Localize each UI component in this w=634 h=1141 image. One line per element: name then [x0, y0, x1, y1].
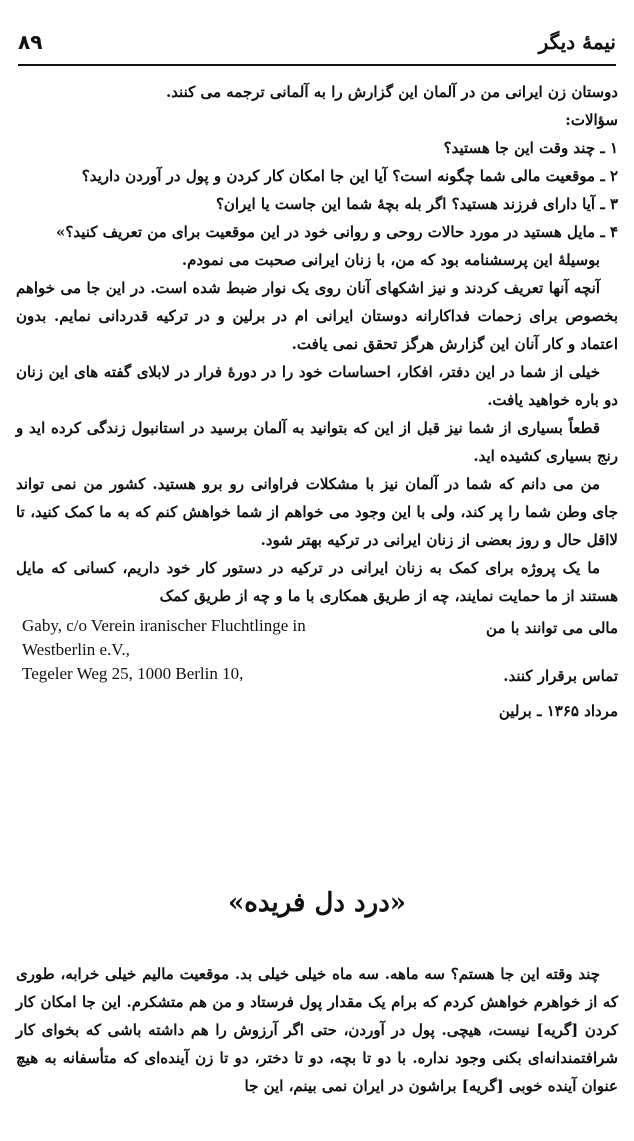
question-2: ۲ ـ موقعیت مالی شما چگونه است؟ آیا این جا امکان کار کردن و پول در آوردن دارید؟ — [81, 167, 618, 185]
paragraph-questionnaire: بوسیلهٔ این پرسشنامه بود که من، با زنان ایرانی صحبت می نمودم. — [181, 251, 600, 269]
page-header — [18, 30, 616, 64]
address-rtl-line-2: تماس برقرار کنند. — [503, 667, 618, 685]
paragraph-project: ما یک پروژه برای کمک به زنان ایرانی در ترکیه در دستور کار خود داریم، کسانی که مایل هستند از ما حمایت نمایند، چه از طریق همکاری با ما و چه از طریق کمک — [16, 559, 618, 605]
questions-heading: سؤالات: — [565, 111, 618, 129]
address-rtl-line-1: مالی می توانند با من — [486, 619, 618, 637]
paragraph-istanbul: قطعاً بسیاری از شما نیز قبل از این که بتوانید به آلمان برسید در استانبول زندگی کرده اید و رنج بسیاری کشیده اید. — [16, 419, 618, 465]
section-one-body — [16, 78, 618, 720]
address-line-3: Tegeler Weg 25, 1000 Berlin 10, — [22, 664, 244, 683]
postal-address — [22, 614, 422, 686]
question-4: ۴ ـ مایل هستید در مورد حالات روحی و روانی خود در این موقعیت برای من تعریف کنید؟» — [55, 223, 618, 241]
paragraph-thanks: آنچه آنها تعریف کردند و نیز اشکهای آنان روی یک نوار ضبط شده است. در این جا می خواهم بخصوص برای زحمات فداکارانه دوستان ایرانی ام در برلین و در ترکیه قدردانی نمایم. بدون اعتماد و کار آنان این گزارش هرگز تحقق نمی یافت. — [16, 279, 618, 353]
address-block — [16, 614, 618, 696]
paragraph-intro: دوستان زن ایرانی من در آلمان این گزارش را به آلمانی ترجمه می کنند. — [165, 83, 618, 101]
dateline: مرداد ۱۳۶۵ ـ برلین — [498, 702, 618, 720]
running-title: نیمهٔ دیگر — [538, 30, 616, 54]
question-1: ۱ ـ چند وقت این جا هستید؟ — [443, 139, 618, 157]
address-line-1: Gaby, c/o Verein iranischer Fluchtlinge in — [22, 616, 306, 635]
header-rule — [18, 64, 616, 66]
section-two-body — [16, 960, 618, 1100]
section-title: «درد دل فریده» — [227, 888, 407, 918]
paragraph-germany: من می دانم که شما در آلمان نیز با مشکلات فراوانی رو برو هستید. کشور من نمی تواند جای وطن شما را پر کند، ولی با این وجود می خواهم از شما خواهش کنم که به ما کمک کنید، تا لااقل حال و روز بعضی از زنان ایرانی در ترکیه بهتر شود. — [16, 475, 618, 549]
paragraph-readers: خیلی از شما در این دفتر، افکار، احساسات خود را در دورهٔ فرار در لابلای گفته های این زنان دو باره خواهید یافت. — [16, 363, 618, 409]
page-number: ۸۹ — [18, 30, 43, 54]
question-3: ۳ ـ آیا دارای فرزند هستید؟ اگر بله بچهٔ شما این جاست یا ایران؟ — [215, 195, 618, 213]
paragraph-farideh: چند وقته این جا هستم؟ سه ماهه. سه ماه خیلی خیلی بد. موقعیت مالیم خیلی خرابه، طوری که از خواهرم خواهش کردم که برام یک مقدار پول فرستاد و من هم متشکرم. این جا امکان کار کردن [گریه] نیست، هیچی. پول در آوردن، حتی اگر آرزوش را هم داشته باشی که بخوای کار شرافتمندانه‌ای بکنی وجود نداره. با دو تا بچه، دو تا دختر، دو تا زن آینده‌ای که متأسفانه به هیچ عنوان آینده خوبی [گریه] براشون در ایران نمی بینم، این جا — [16, 965, 618, 1095]
address-line-2: Westberlin e.V., — [22, 640, 130, 659]
